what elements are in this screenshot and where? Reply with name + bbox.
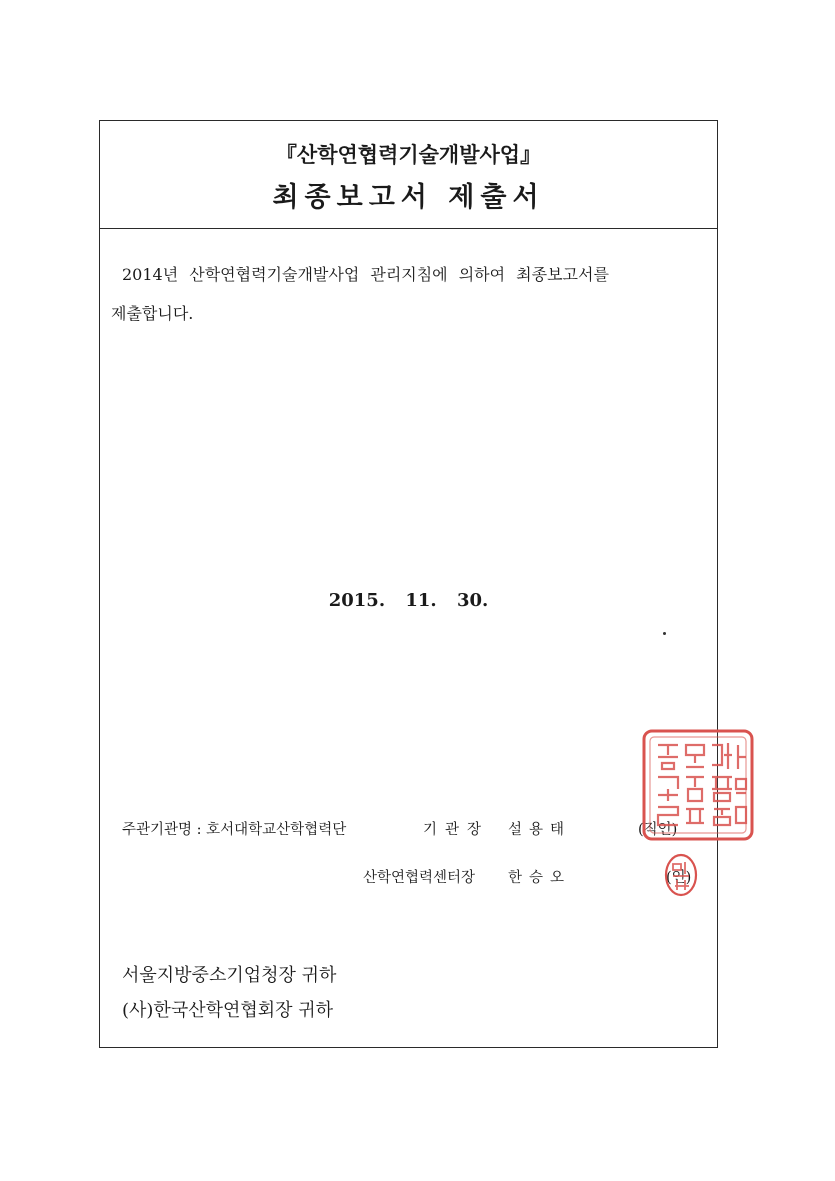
center-director-title: 산학연협력센터장 [363, 870, 476, 886]
title-box [100, 121, 717, 229]
head-title: 기관장 [423, 822, 490, 838]
ink-dot [663, 632, 666, 635]
personal-seal-stamp [663, 852, 699, 898]
body-text-line-1: 2014년 산학연협력기술개발사업 관리지침에 의하여 최종보고서를 [122, 265, 609, 284]
center-director-name: 한승오 [508, 870, 572, 886]
organization-label: 주관기관명 : 호서대학교산학협력단 [122, 822, 347, 838]
body-text-line-2: 제출합니다. [111, 304, 194, 323]
official-seal-label: (직인) [638, 822, 678, 838]
head-name: 설용태 [508, 822, 572, 838]
personal-seal-label: (인) [666, 870, 692, 886]
program-subtitle: 『산학연협력기술개발사업』 [275, 143, 542, 167]
recipient-2: (사)한국산학연협회장 귀하 [122, 1000, 334, 1021]
official-seal-stamp [640, 727, 756, 843]
submission-date: 2015. 11. 30. [328, 590, 489, 611]
recipient-1: 서울지방중소기업청장 귀하 [122, 965, 337, 986]
document-title: 최종보고서 제출서 [272, 182, 545, 213]
document-frame [99, 120, 718, 1048]
